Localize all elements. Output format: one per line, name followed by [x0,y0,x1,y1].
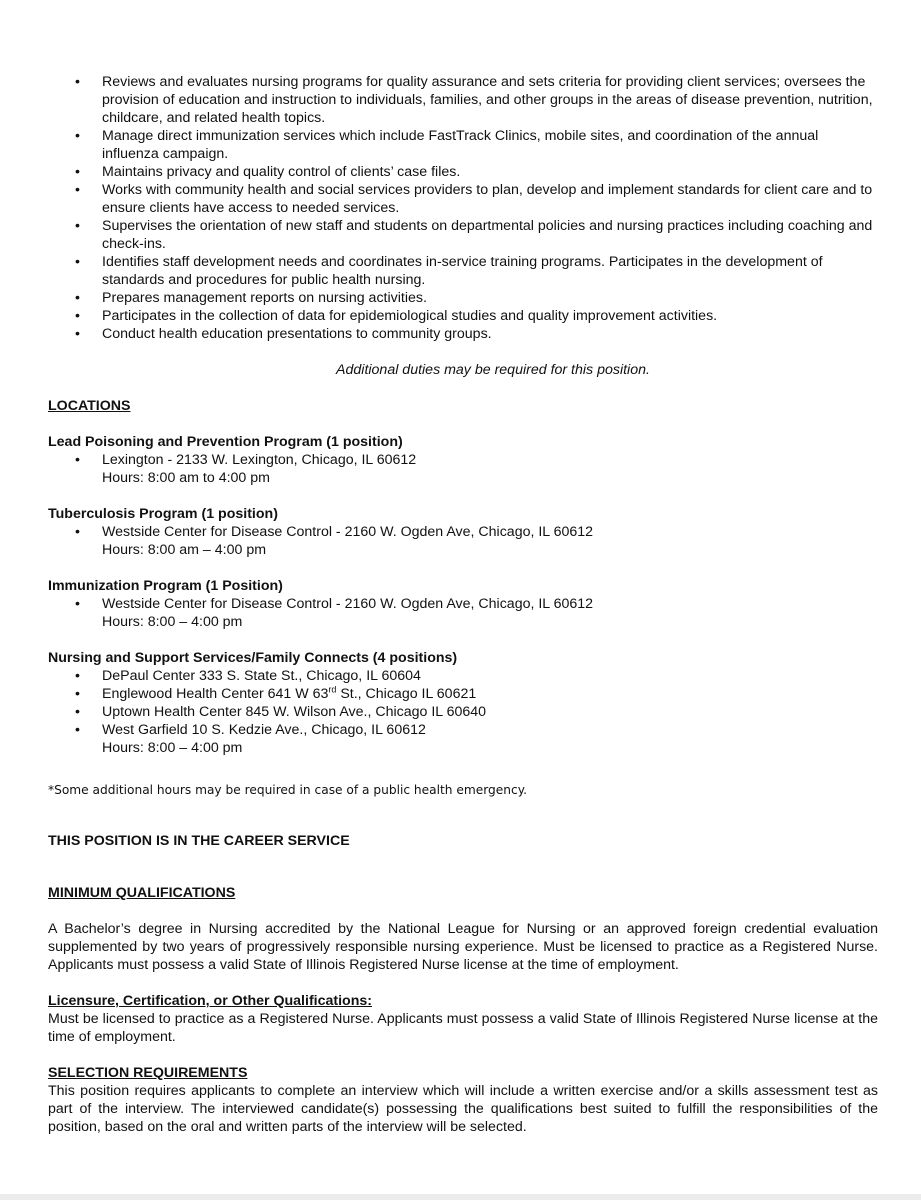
list-item: • Maintains privacy and quality control of clients’ case files. [48,163,878,181]
program-sites [48,451,878,487]
licensure-text: Must be licensed to practice as a Registered Nurse. Applicants must possess a valid State of Illinois Registered Nurse license at the time of employment. [48,1011,878,1045]
minimum-qualifications-heading: MINIMUM QUALIFICATIONS [48,885,236,901]
list-item [48,451,878,487]
list-item [48,595,878,631]
list-item: • Conduct health education presentations to community groups. [48,325,878,343]
list-item [48,685,878,703]
page-bottom-edge [0,1194,921,1200]
locations-heading: LOCATIONS [48,398,131,414]
program-sites [48,595,878,631]
program-lead-poisoning [48,433,878,487]
program-sites [48,523,878,559]
selection-requirements-text: This position requires applicants to complete an interview which will include a written exercise and/or a skills assessment test as part of the interview. The interviewed candidate(s) possessing the qualifications best suited to fulfill the responsibilities of the position, based on the oral and written parts of the interview will be selected. [48,1083,878,1135]
list-item: • Works with community health and social services providers to plan, develop and implement standards for client care and to ensure clients have access to needed services. [48,181,878,217]
site-address: Westside Center for Disease Control - 2160 W. Ogden Ave, Chicago, IL 60612 [102,524,594,540]
selection-requirements-heading: SELECTION REQUIREMENTS [48,1065,248,1081]
ordinal-suffix: rd [328,684,337,695]
duties-list [48,73,878,343]
list-item [48,721,878,757]
list-item: • Manage direct immunization services which include FastTrack Clinics, mobile sites, and coordination of the annual influenza campaign. [48,127,878,163]
site-address-part: Englewood Health Center 641 W 63 [102,686,329,702]
site-hours: Hours: 8:00 – 4:00 pm [102,614,243,630]
site-address: West Garfield 10 S. Kedzie Ave., Chicago, IL 60612 [102,722,426,738]
list-item: • Participates in the collection of data for epidemiological studies and quality improvement activities. [48,307,878,325]
program-title: Lead Poisoning and Prevention Program (1 position) [48,434,403,450]
list-item: • Uptown Health Center 845 W. Wilson Ave., Chicago IL 60640 [48,703,878,721]
licensure-heading: Licensure, Certification, or Other Qualifications: [48,993,373,1009]
site-hours: Hours: 8:00 am – 4:00 pm [102,542,267,558]
program-title: Immunization Program (1 Position) [48,578,283,594]
emergency-note: *Some additional hours may be required in case of a public health emergency. [48,783,528,797]
list-item: • Prepares management reports on nursing activities. [48,289,878,307]
program-sites [48,667,878,757]
list-item: • DePaul Center 333 S. State St., Chicago, IL 60604 [48,667,878,685]
site-hours: Hours: 8:00 am to 4:00 pm [102,470,270,486]
site-hours: Hours: 8:00 – 4:00 pm [102,740,243,756]
program-nursing-support [48,649,878,757]
additional-duties-note: Additional duties may be required for this position. [336,362,650,378]
program-title: Tuberculosis Program (1 position) [48,506,278,522]
document-page [48,73,878,1136]
list-item: • Reviews and evaluates nursing programs for quality assurance and sets criteria for providing client services; oversees the provision of education and instruction to individuals, families, and other groups in the areas of disease prevention, nutrition, childcare, and related health topics. [48,73,878,127]
program-immunization [48,577,878,631]
program-title: Nursing and Support Services/Family Connects (4 positions) [48,650,458,666]
site-address: Lexington - 2133 W. Lexington, Chicago, IL 60612 [102,452,417,468]
program-tuberculosis [48,505,878,559]
site-address-part: St., Chicago IL 60621 [336,686,477,702]
site-address: Westside Center for Disease Control - 2160 W. Ogden Ave, Chicago, IL 60612 [102,596,594,612]
list-item: • Identifies staff development needs and coordinates in-service training programs. Participates in the development of standards and procedures for public health nursing. [48,253,878,289]
list-item: • Supervises the orientation of new staff and students on departmental policies and nursing practices including coaching and check-ins. [48,217,878,253]
minimum-qualifications-text: A Bachelor’s degree in Nursing accredited by the National League for Nursing or an approved foreign credential evaluation supplemented by two years of progressively responsible nursing experience. Must be licensed to practice as a Registered Nurse. Applicants must possess a valid State of Illinois Registered Nurse license at the time of employment. [48,921,878,973]
list-item [48,523,878,559]
career-service-heading: THIS POSITION IS IN THE CAREER SERVICE [48,833,350,849]
